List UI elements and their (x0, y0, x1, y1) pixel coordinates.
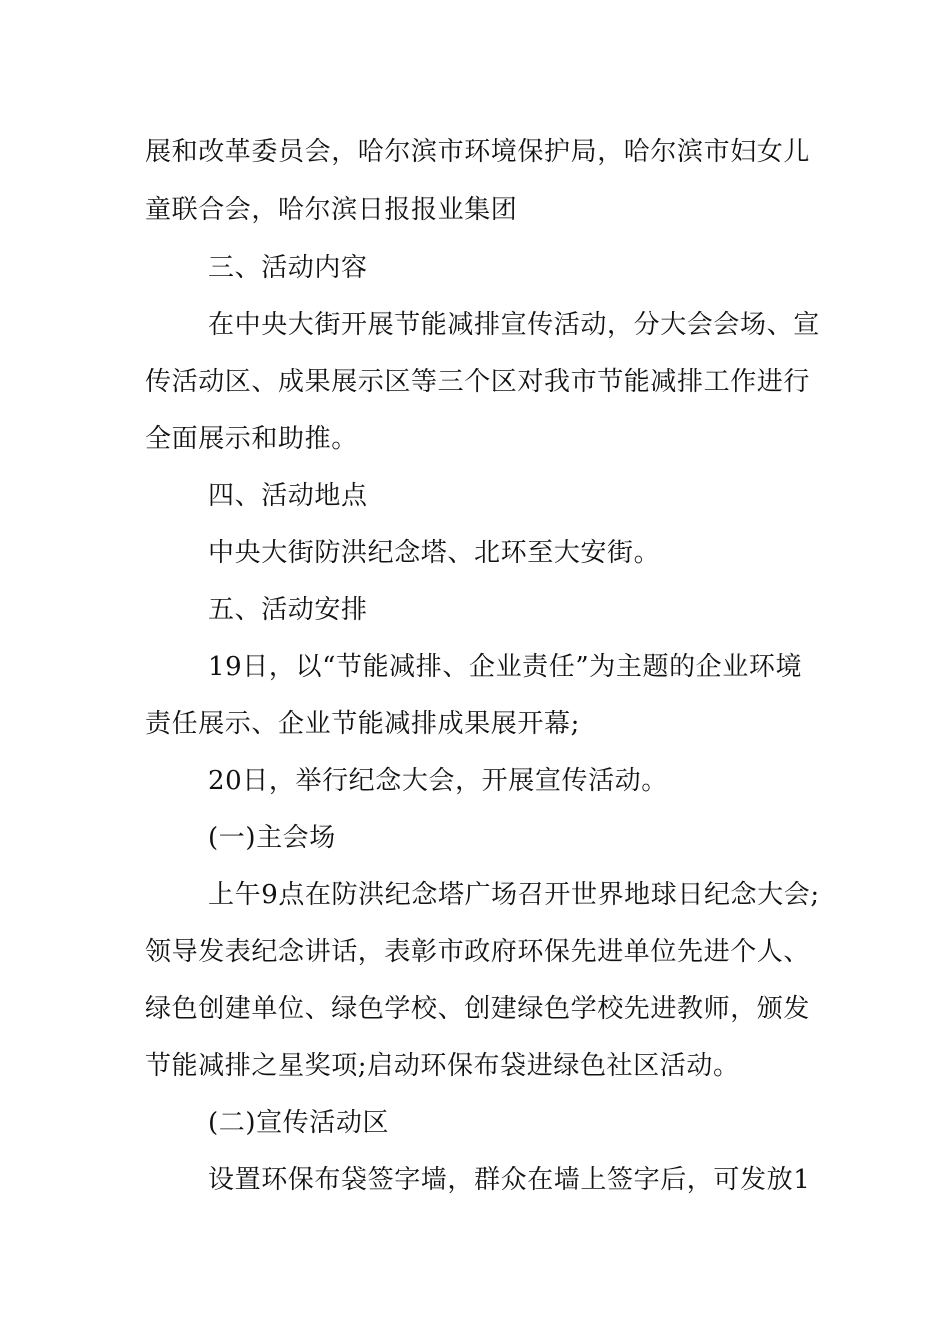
subsection-heading: (一)主会场 (208, 823, 336, 853)
body-text-line: 在中央大街开展节能减排宣传活动，分大会会场、宣 (208, 310, 820, 340)
body-text-line: 20日，举行纪念大会，开展宣传活动。 (208, 766, 668, 796)
section-heading: 三、活动内容 (208, 253, 368, 283)
body-text-line: 传活动区、成果展示区等三个区对我市节能减排工作进行 (145, 367, 811, 397)
body-text-line: 设置环保布袋签字墙，群众在墙上签字后，可发放1 (208, 1165, 811, 1195)
section-heading: 四、活动地点 (208, 481, 368, 511)
body-text-line: 全面展示和助推。 (145, 424, 358, 454)
body-text-line: 19日，以“节能减排、企业责任”为主题的企业环境 (208, 652, 803, 682)
body-text-line: 节能减排之星奖项;启动环保布袋进绿色社区活动。 (145, 1051, 740, 1081)
body-text-line: 绿色创建单位、绿色学校、创建绿色学校先进教师，颁发 (145, 994, 811, 1024)
body-text-line: 中央大街防洪纪念塔、北环至大安街。 (208, 538, 661, 568)
body-text-line: 责任展示、企业节能减排成果展开幕; (145, 709, 580, 739)
body-text-line: 童联合会，哈尔滨日报报业集团 (145, 195, 518, 225)
subsection-heading: (二)宣传活动区 (208, 1108, 390, 1138)
body-text-line: 上午9点在防洪纪念塔广场召开世界地球日纪念大会; (208, 880, 820, 910)
section-heading: 五、活动安排 (208, 595, 368, 625)
body-text-line: 展和改革委员会，哈尔滨市环境保护局，哈尔滨市妇女儿 (145, 137, 811, 167)
body-text-line: 领导发表纪念讲话，表彰市政府环保先进单位先进个人、 (145, 937, 811, 967)
